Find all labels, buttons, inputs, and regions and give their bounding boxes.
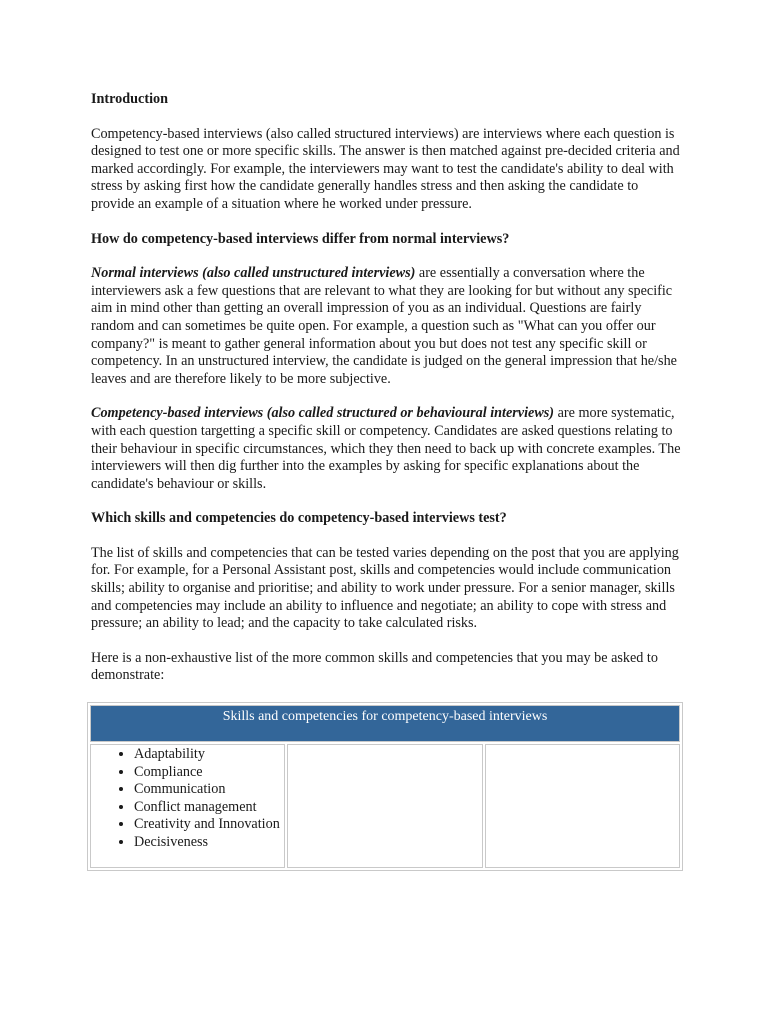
skills-heading: Which skills and competencies do competency-based interviews test?: [91, 510, 507, 527]
skills-column-3: [485, 744, 680, 868]
list-item: • Adaptability: [134, 746, 284, 764]
list-item: • Compliance: [134, 764, 284, 782]
skills-paragraph: The list of skills and competencies that can be tested varies depending on the post that you are applying for. For example, for a Personal Assistant post, skills and competencies would include communication skills; ability to organise and prioritise; and ability to work under pressure. For a senior manager, skills and competencies may include an ability to influence and negotiate; an ability to cope with stress and pressure; an ability to lead; and the capacity to take calculated risks.: [91, 544, 679, 632]
skills-table: [87, 702, 683, 871]
normal-interviews-paragraph: [91, 265, 683, 388]
skills-column-1: [90, 744, 285, 868]
normal-interviews-lead: Normal interviews (also called unstructured interviews): [91, 265, 416, 282]
list-item: • Decisiveness: [134, 834, 284, 852]
competency-interviews-lead: Competency-based interviews (also called structured or behavioural interviews): [91, 405, 555, 422]
skills-list-1: [91, 746, 284, 852]
list-item: • Conflict management: [134, 799, 284, 817]
document-content: [91, 91, 683, 871]
intro-paragraph: Competency-based interviews (also called structured interviews) are interviews where each question is designed to test one or more specific skills. The answer is then matched against pre-decided criteria and marked accordingly. For example, the interviewers may want to test the candidate's ability to deal with stress by asking first how the candidate generally handles stress and then asking the candidate to provide an example of a situation where he worked under pressure.: [91, 125, 680, 212]
normal-interviews-text: are essentially a conversation where the interviewers ask a few questions that are relevant to what they are looking for but without any specific aim in mind other than getting an overall impression of you as an individual. Questions are fairly random and can sometimes be quite open. For example, a question such as "What can you offer our company?" is meant to gather general information about you but does not test any specific skill or competency. In an unstructured interview, the candidate is judged on the general impression that he/she leaves and are therefore likely to be more subjective.: [91, 265, 677, 387]
skills-table-header: Skills and competencies for competency-based interviews: [90, 705, 680, 742]
list-item: • Creativity and Innovation: [134, 816, 284, 834]
competency-interviews-text: are more systematic, with each question targetting a specific skill or competency. Candidates are asked questions relating to their behaviour in specific circumstances, which they then need to back up with concrete examples. The interviewers will then dig further into the examples by asking for specific explanations about the candidate's behaviour or skills.: [91, 405, 681, 492]
skills-column-2: [287, 744, 482, 868]
list-item: • Communication: [134, 781, 284, 799]
intro-heading: Introduction: [91, 91, 168, 107]
difference-heading: How do competency-based interviews differ from normal interviews?: [91, 230, 510, 247]
competency-interviews-paragraph: [91, 405, 683, 493]
skills-list-intro: Here is a non-exhaustive list of the more common skills and competencies that you may be asked to demonstrate:: [91, 649, 658, 684]
